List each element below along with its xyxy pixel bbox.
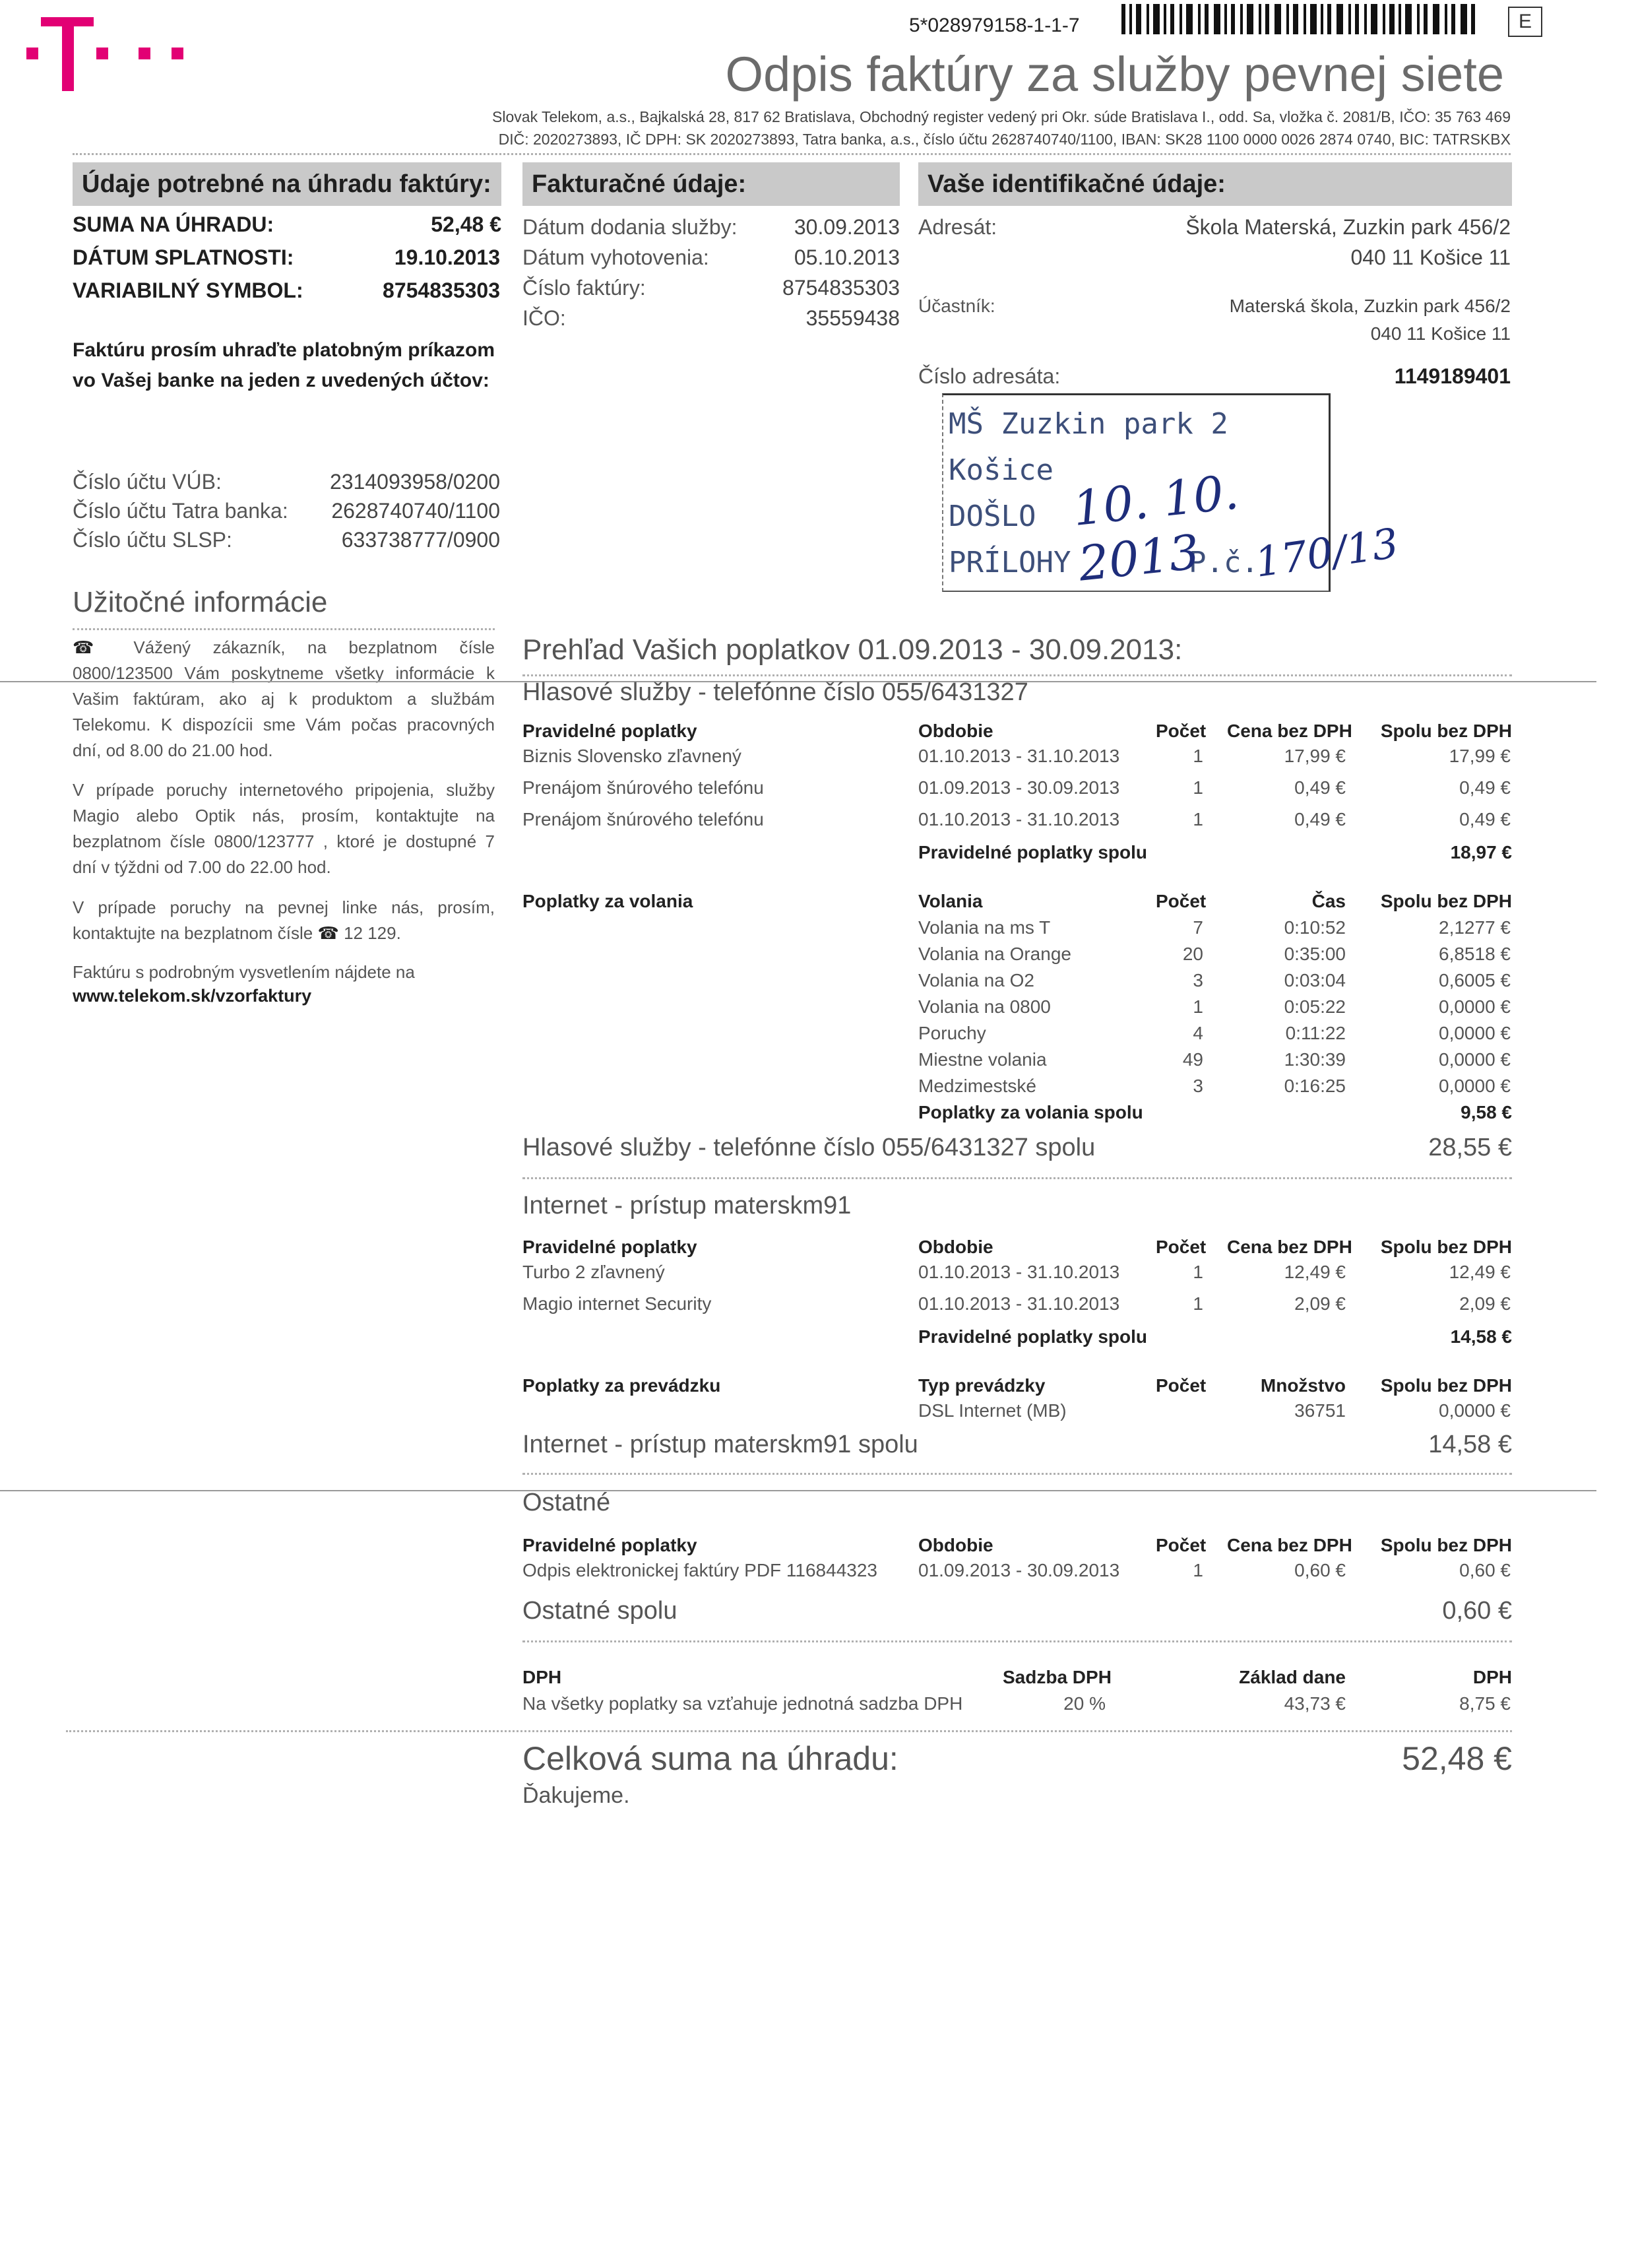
variable-symbol-label: VARIABILNÝ SYMBOL: bbox=[73, 278, 303, 302]
traffic-row-total: 0,0000 € bbox=[1439, 1400, 1511, 1421]
table-row-price: 0,60 € bbox=[1294, 1560, 1346, 1580]
table-row-period: 01.10.2013 - 31.10.2013 bbox=[918, 746, 1120, 766]
call-row-total: 0,0000 € bbox=[1439, 1049, 1511, 1070]
vat-row-amount: 8,75 € bbox=[1459, 1693, 1511, 1714]
voice-regular-total-value: 18,97 € bbox=[1450, 842, 1512, 862]
billing-label-ico: IČO: bbox=[522, 306, 566, 330]
overview-divider bbox=[522, 674, 1512, 676]
col-vat-rate: Sadzba DPH bbox=[1003, 1667, 1112, 1687]
col-vat: DPH bbox=[522, 1667, 562, 1687]
col-vat-amount: DPH bbox=[1472, 1667, 1512, 1687]
col-count: Počet bbox=[1156, 1535, 1207, 1555]
col-amount: Množstvo bbox=[1260, 1375, 1346, 1396]
addressee-line-1: Škola Materská, Zuzkin park 456/2 bbox=[1185, 215, 1511, 239]
table-row-period: 01.09.2013 - 30.09.2013 bbox=[918, 1560, 1120, 1580]
voice-title: Hlasové služby - telefónne číslo 055/6431327 bbox=[522, 678, 1028, 706]
info-text-3: V prípade poruchy na pevnej linke nás, prosím, kontaktujte na bezplatnom čísle bbox=[73, 897, 495, 943]
vat-row-base: 43,73 € bbox=[1284, 1693, 1346, 1714]
payment-instruction-2: vo Vašej banke na jeden z uvedených účtov: bbox=[73, 370, 489, 391]
traffic-row-type: DSL Internet (MB) bbox=[918, 1400, 1067, 1421]
col-period: Obdobie bbox=[918, 721, 993, 741]
billing-label-invoice-no: Číslo faktúry: bbox=[522, 276, 646, 300]
table-row-total: 17,99 € bbox=[1449, 746, 1511, 766]
table-row-period: 01.09.2013 - 30.09.2013 bbox=[918, 777, 1120, 798]
participant-label: Účastník: bbox=[918, 296, 995, 316]
call-row-time: 0:03:04 bbox=[1284, 970, 1346, 990]
account-vub-label: Číslo účtu VÚB: bbox=[73, 470, 222, 494]
voice-total-value: 28,55 € bbox=[1428, 1134, 1512, 1161]
info-paragraph-3 bbox=[73, 895, 495, 946]
account-slsp-value: 633738777/0900 bbox=[341, 528, 500, 552]
col-total: Spolu bez DPH bbox=[1380, 1375, 1512, 1396]
addressee-label: Adresát: bbox=[918, 215, 997, 239]
billing-heading: Fakturačné údaje: bbox=[522, 162, 900, 206]
table-row-count: 1 bbox=[1193, 746, 1203, 766]
phone-icon: ☎ bbox=[317, 923, 339, 943]
account-tatra-label: Číslo účtu Tatra banka: bbox=[73, 499, 288, 523]
traffic-section-label: Poplatky za prevádzku bbox=[522, 1375, 721, 1396]
call-row-time: 0:10:52 bbox=[1284, 917, 1346, 938]
handwritten-date: 10. 10. 2013 bbox=[1070, 464, 1242, 592]
stamp-line-3: DOŠLO bbox=[949, 500, 1036, 533]
col-tax-base: Základ dane bbox=[1239, 1667, 1346, 1687]
calls-total-value: 9,58 € bbox=[1461, 1102, 1512, 1122]
payment-instruction-1: Faktúru prosím uhraďte platobným príkazom bbox=[73, 339, 495, 361]
table-row-total: 0,49 € bbox=[1459, 777, 1511, 798]
call-row-total: 0,6005 € bbox=[1439, 970, 1511, 990]
table-row-name: Prenájom šnúrového telefónu bbox=[522, 777, 764, 798]
company-info bbox=[492, 106, 1511, 150]
info-paragraph-2: V prípade poruchy internetového pripojenia, služby Magio alebo Optik nás, prosím, kontaktujte na bezplatnom čísle 0800/123777 , ktoré je dostupné 7 dní v týždni od 7.00 do 22.00 hod. bbox=[73, 780, 495, 877]
billing-label-delivery: Dátum dodania služby: bbox=[522, 215, 738, 239]
call-row-total: 0,0000 € bbox=[1439, 996, 1511, 1017]
internet-title: Internet - prístup materskm91 bbox=[522, 1192, 852, 1219]
call-row-time: 0:16:25 bbox=[1284, 1076, 1346, 1096]
call-row-total: 2,1277 € bbox=[1439, 917, 1511, 938]
info-phone-3: 12 129. bbox=[344, 923, 401, 943]
col-regular-fees: Pravidelné poplatky bbox=[522, 1237, 697, 1257]
useful-info-heading: Užitočné informácie bbox=[73, 586, 328, 618]
traffic-row-amount: 36751 bbox=[1294, 1400, 1346, 1421]
internet-total-label: Internet - prístup materskm91 spolu bbox=[522, 1431, 918, 1458]
participant-line-1: Materská škola, Zuzkin park 456/2 bbox=[1229, 296, 1511, 316]
vat-row-description: Na všetky poplatky sa vzťahuje jednotná sadzba DPH bbox=[522, 1693, 963, 1714]
company-line-1: Slovak Telekom, a.s., Bajkalská 28, 817 62 Bratislava, Obchodný register vedený pri Okr. súde Bratislava I., odd. Sa, vložka č. 2081/B, IČO: 35 763 469 bbox=[492, 108, 1511, 125]
col-period: Obdobie bbox=[918, 1237, 993, 1257]
variable-symbol-value: 8754835303 bbox=[383, 278, 500, 302]
table-row-period: 01.10.2013 - 31.10.2013 bbox=[918, 809, 1120, 829]
table-row-price: 0,49 € bbox=[1294, 809, 1346, 829]
col-traffic-type: Typ prevádzky bbox=[918, 1375, 1046, 1396]
identification-heading: Vaše identifikačné údaje: bbox=[918, 162, 1512, 206]
col-price: Cena bez DPH bbox=[1227, 721, 1352, 741]
stamp-line-4: PRÍLOHY bbox=[949, 546, 1071, 579]
col-total: Spolu bez DPH bbox=[1380, 1535, 1512, 1555]
col-total: Spolu bez DPH bbox=[1380, 721, 1512, 741]
calls-total-label: Poplatky za volania spolu bbox=[918, 1102, 1143, 1122]
sum-label: SUMA NA ÚHRADU: bbox=[73, 212, 274, 236]
billing-value-issued: 05.10.2013 bbox=[794, 245, 900, 269]
table-row-count: 1 bbox=[1193, 1262, 1203, 1282]
col-price: Cena bez DPH bbox=[1227, 1237, 1352, 1257]
due-date-label: DÁTUM SPLATNOSTI: bbox=[73, 245, 294, 269]
call-row-count: 1 bbox=[1193, 996, 1203, 1017]
table-row-total: 0,60 € bbox=[1459, 1560, 1511, 1580]
table-row-total: 2,09 € bbox=[1459, 1293, 1511, 1314]
table-row-period: 01.10.2013 - 31.10.2013 bbox=[918, 1293, 1120, 1314]
call-row-total: 6,8518 € bbox=[1439, 944, 1511, 964]
call-row-count: 4 bbox=[1193, 1023, 1203, 1043]
invoice-explanation-link[interactable]: www.telekom.sk/vzorfaktury bbox=[73, 986, 312, 1006]
col-count: Počet bbox=[1156, 891, 1207, 911]
info-paragraph-4: Faktúru s podrobným vysvetlením nájdete na bbox=[73, 962, 415, 982]
addressee-line-2: 040 11 Košice 11 bbox=[1350, 245, 1511, 269]
call-row-count: 20 bbox=[1182, 944, 1203, 964]
call-row-time: 1:30:39 bbox=[1284, 1049, 1346, 1070]
header-divider bbox=[73, 153, 1511, 155]
account-slsp-label: Číslo účtu SLSP: bbox=[73, 528, 232, 552]
col-total: Spolu bez DPH bbox=[1380, 891, 1512, 911]
table-row-price: 17,99 € bbox=[1284, 746, 1346, 766]
call-row-count: 49 bbox=[1182, 1049, 1203, 1070]
calls-section-label: Poplatky za volania bbox=[522, 891, 693, 911]
other-divider bbox=[522, 1640, 1512, 1642]
table-row-count: 1 bbox=[1193, 1560, 1203, 1580]
vat-divider bbox=[66, 1730, 1512, 1732]
sum-value: 52,48 € bbox=[431, 212, 501, 236]
envelope-mark: E bbox=[1508, 7, 1542, 37]
table-row-count: 1 bbox=[1193, 777, 1203, 798]
table-row-period: 01.10.2013 - 31.10.2013 bbox=[918, 1262, 1120, 1282]
internet-regular-total-label: Pravidelné poplatky spolu bbox=[918, 1326, 1147, 1347]
col-regular-fees: Pravidelné poplatky bbox=[522, 721, 697, 741]
call-row-type: Volania na 0800 bbox=[918, 996, 1051, 1017]
call-row-count: 3 bbox=[1193, 970, 1203, 990]
call-row-count: 7 bbox=[1193, 917, 1203, 938]
col-period: Obdobie bbox=[918, 1535, 993, 1555]
call-row-type: Volania na Orange bbox=[918, 944, 1071, 964]
table-row-count: 1 bbox=[1193, 809, 1203, 829]
call-row-time: 0:35:00 bbox=[1284, 944, 1346, 964]
useful-info-divider bbox=[73, 628, 495, 630]
call-row-total: 0,0000 € bbox=[1439, 1076, 1511, 1096]
telekom-logo bbox=[26, 13, 185, 99]
other-total-label: Ostatné spolu bbox=[522, 1597, 677, 1625]
call-row-total: 0,0000 € bbox=[1439, 1023, 1511, 1043]
account-vub-value: 2314093958/0200 bbox=[329, 470, 500, 494]
grand-total-label: Celková suma na úhradu: bbox=[522, 1740, 898, 1777]
scan-line bbox=[0, 1490, 1596, 1491]
table-row-name: Turbo 2 zľavnený bbox=[522, 1262, 665, 1282]
addressee-number-label: Číslo adresáta: bbox=[918, 364, 1061, 388]
call-row-type: Poruchy bbox=[918, 1023, 986, 1043]
table-row-total: 12,49 € bbox=[1449, 1262, 1511, 1282]
call-row-type: Volania na O2 bbox=[918, 970, 1034, 990]
phone-icon: ☎ bbox=[73, 637, 134, 657]
col-total: Spolu bez DPH bbox=[1380, 1237, 1512, 1257]
col-count: Počet bbox=[1156, 1375, 1207, 1396]
billing-value-invoice-no: 8754835303 bbox=[782, 276, 900, 300]
table-row-price: 0,49 € bbox=[1294, 777, 1346, 798]
billing-label-issued: Dátum vyhotovenia: bbox=[522, 245, 709, 269]
addressee-number-value: 1149189401 bbox=[1394, 364, 1511, 388]
info-text-1: Vážený zákazník, na bezplatnom čísle 0800/123500 Vám poskytneme všetky informácie k Vašim faktúram, ako aj k produktom a službám Telekomu. K dispozícii sme Vám počas pracovných dní, od 8.00 do 21.00 hod. bbox=[73, 637, 495, 760]
vat-row-rate: 20 % bbox=[1063, 1693, 1106, 1714]
stamp-pc-label: P.č. bbox=[1189, 546, 1259, 579]
table-row-name: Prenájom šnúrového telefónu bbox=[522, 809, 764, 829]
col-price: Cena bez DPH bbox=[1227, 1535, 1352, 1555]
due-date-value: 19.10.2013 bbox=[394, 245, 500, 269]
table-row-price: 12,49 € bbox=[1284, 1262, 1346, 1282]
voice-regular-total-label: Pravidelné poplatky spolu bbox=[918, 842, 1147, 862]
voice-total-label: Hlasové služby - telefónne číslo 055/6431327 spolu bbox=[522, 1134, 1096, 1161]
overview-title: Prehľad Vašich poplatkov 01.09.2013 - 30.09.2013: bbox=[522, 633, 1183, 666]
call-row-type: Volania na ms T bbox=[918, 917, 1051, 938]
voice-divider bbox=[522, 1177, 1512, 1179]
table-row-name: Biznis Slovensko zľavnený bbox=[522, 746, 741, 766]
internet-total-value: 14,58 € bbox=[1428, 1431, 1512, 1458]
call-row-type: Miestne volania bbox=[918, 1049, 1047, 1070]
barcode bbox=[1121, 4, 1478, 34]
col-regular-fees: Pravidelné poplatky bbox=[522, 1535, 697, 1555]
company-line-2: DIČ: 2020273893, IČ DPH: SK 2020273893, Tatra banka, a.s., číslo účtu 2628740740/1100, IBAN: SK28 1100 0000 0026 2874 0740, BIC: TATRSKBX bbox=[498, 131, 1511, 148]
col-time: Čas bbox=[1311, 891, 1346, 911]
col-count: Počet bbox=[1156, 721, 1207, 741]
thanks-text: Ďakujeme. bbox=[522, 1783, 630, 1808]
call-row-count: 3 bbox=[1193, 1076, 1203, 1096]
table-row-count: 1 bbox=[1193, 1293, 1203, 1314]
handwritten-number: 170/13 bbox=[1251, 519, 1402, 587]
call-row-type: Medzimestské bbox=[918, 1076, 1036, 1096]
table-row-total: 0,49 € bbox=[1459, 809, 1511, 829]
stamp-line-2: Košice bbox=[949, 453, 1054, 487]
call-row-time: 0:05:22 bbox=[1284, 996, 1346, 1017]
table-row-price: 2,09 € bbox=[1294, 1293, 1346, 1314]
page-title: Odpis faktúry za služby pevnej siete bbox=[725, 47, 1504, 102]
received-stamp bbox=[942, 393, 1402, 592]
billing-value-ico: 35559438 bbox=[805, 306, 900, 330]
payment-heading: Údaje potrebné na úhradu faktúry: bbox=[73, 162, 501, 206]
document-id: 5*028979158-1-1-7 bbox=[909, 15, 1080, 36]
table-row-name: Odpis elektronickej faktúry PDF 116844323 bbox=[522, 1560, 877, 1580]
other-title: Ostatné bbox=[522, 1489, 611, 1516]
billing-value-delivery: 30.09.2013 bbox=[794, 215, 900, 239]
other-total-value: 0,60 € bbox=[1442, 1597, 1512, 1625]
internet-divider bbox=[522, 1473, 1512, 1475]
stamp-line-1: MŠ Zuzkin park 2 bbox=[949, 407, 1228, 441]
account-tatra-value: 2628740740/1100 bbox=[331, 499, 500, 523]
participant-line-2: 040 11 Košice 11 bbox=[1370, 323, 1511, 344]
call-row-time: 0:11:22 bbox=[1285, 1023, 1346, 1043]
col-count: Počet bbox=[1156, 1237, 1207, 1257]
grand-total-value: 52,48 € bbox=[1402, 1740, 1512, 1777]
internet-regular-total-value: 14,58 € bbox=[1450, 1326, 1512, 1347]
table-row-name: Magio internet Security bbox=[522, 1293, 712, 1314]
info-paragraph-1 bbox=[73, 635, 495, 763]
col-calls: Volania bbox=[918, 891, 983, 911]
